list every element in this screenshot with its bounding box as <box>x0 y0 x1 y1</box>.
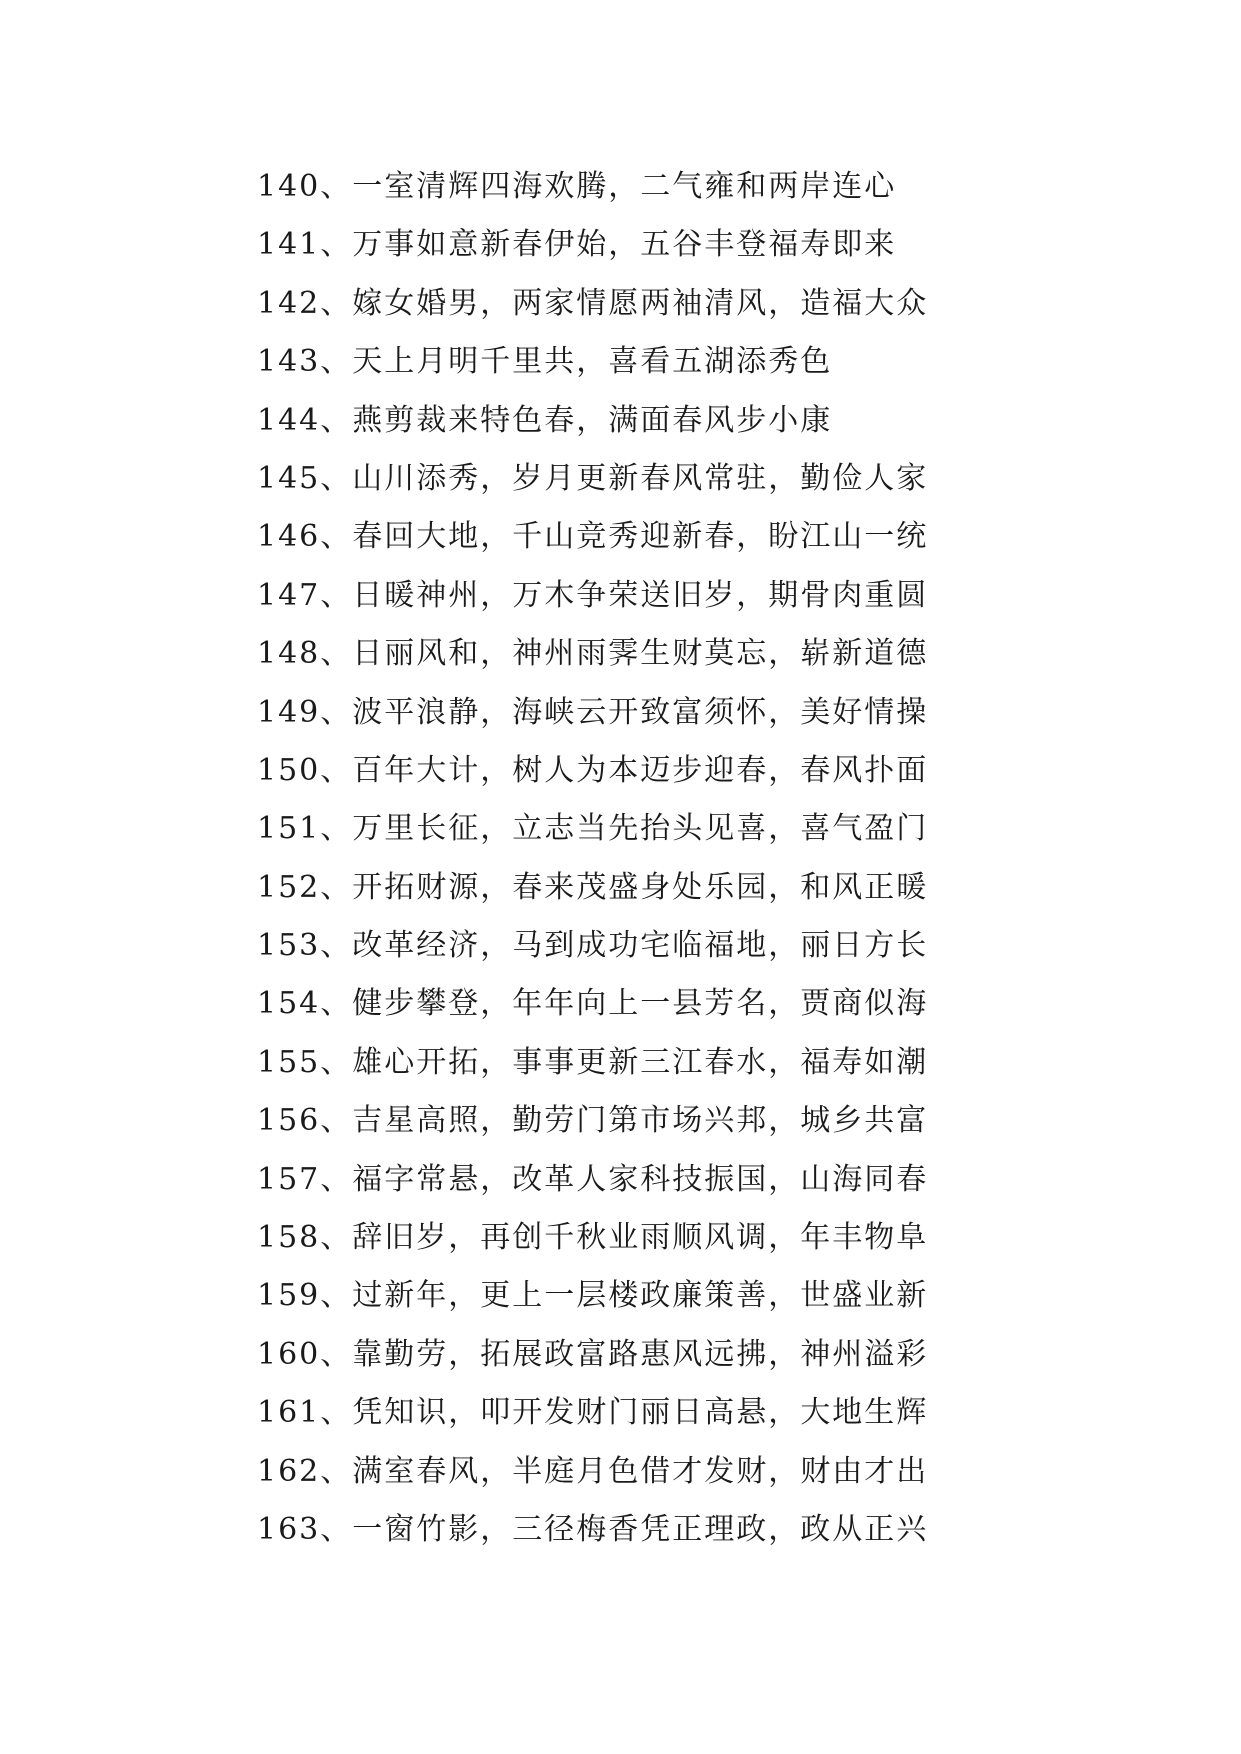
list-item <box>257 1209 928 1267</box>
item-number: 146 <box>257 519 321 555</box>
item-text: 、靠勤劳，拓展政富路惠风远拂，神州溢彩 <box>320 1336 929 1372</box>
item-number: 160 <box>257 1336 321 1372</box>
item-number: 147 <box>257 577 321 613</box>
list-item <box>257 1034 928 1092</box>
item-text: 、春回大地，千山竞秀迎新春，盼江山一统 <box>320 519 929 555</box>
item-text: 、波平浪静，海峡云开致富须怀，美好情操 <box>320 694 929 730</box>
item-number: 161 <box>257 1395 321 1431</box>
couplet-list <box>257 158 928 1559</box>
item-text: 、健步攀登，年年向上一县芳名，贾商似海 <box>320 986 929 1022</box>
item-text: 、凭知识，叩开发财门丽日高悬，大地生辉 <box>320 1395 929 1431</box>
item-text: 、万事如意新春伊始，五谷丰登福寿即来 <box>320 227 897 263</box>
item-number: 149 <box>257 694 321 730</box>
list-item <box>257 216 928 274</box>
item-text: 、燕剪裁来特色春，满面春风步小康 <box>320 402 833 438</box>
item-text: 、百年大计，树人为本迈步迎春，春风扑面 <box>320 752 929 788</box>
list-item <box>257 800 928 858</box>
item-number: 154 <box>257 986 321 1022</box>
list-item <box>257 625 928 683</box>
item-text: 、日丽风和，神州雨霁生财莫忘，崭新道德 <box>320 636 929 672</box>
item-text: 、改革经济，马到成功宅临福地，丽日方长 <box>320 928 929 964</box>
item-number: 143 <box>257 344 321 380</box>
item-number: 158 <box>257 1220 321 1256</box>
item-number: 157 <box>257 1161 321 1197</box>
item-number: 140 <box>257 169 321 204</box>
item-text: 、山川添秀，岁月更新春风常驻，勤俭人家 <box>320 460 929 496</box>
item-text: 、满室春风，半庭月色借才发财，财由才出 <box>320 1453 929 1489</box>
item-text: 、天上月明千里共，喜看五湖添秀色 <box>320 344 833 380</box>
list-item <box>257 333 928 391</box>
item-number: 162 <box>257 1453 321 1489</box>
list-item <box>257 567 928 625</box>
list-item <box>257 1092 928 1150</box>
item-number: 142 <box>257 285 321 321</box>
item-text: 、辞旧岁，再创千秋业雨顺风调，年丰物阜 <box>320 1220 929 1256</box>
list-item <box>257 742 928 800</box>
list-item <box>257 275 928 333</box>
list-item <box>257 917 928 975</box>
item-text: 、一室清辉四海欢腾，二气雍和两岸连心 <box>320 169 897 204</box>
item-number: 145 <box>257 460 321 496</box>
item-text: 、一窗竹影，三径梅香凭正理政，政从正兴 <box>320 1511 929 1547</box>
item-text: 、万里长征，立志当先抬头见喜，喜气盈门 <box>320 811 929 847</box>
list-item <box>257 1326 928 1384</box>
list-item <box>257 684 928 742</box>
item-text: 、开拓财源，春来茂盛身处乐园，和风正暖 <box>320 869 929 905</box>
item-text: 、吉星高照，勤劳门第市场兴邦，城乡共富 <box>320 1103 929 1139</box>
item-number: 151 <box>257 811 321 847</box>
item-text: 、过新年，更上一层楼政廉策善，世盛业新 <box>320 1278 929 1314</box>
item-text: 、日暖神州，万木争荣送旧岁，期骨肉重圆 <box>320 577 929 613</box>
list-item <box>257 508 928 566</box>
item-number: 156 <box>257 1103 321 1139</box>
item-text: 、嫁女婚男，两家情愿两袖清风，造福大众 <box>320 285 929 321</box>
item-number: 150 <box>257 752 321 788</box>
item-number: 141 <box>257 227 321 263</box>
item-text: 、雄心开拓，事事更新三江春水，福寿如潮 <box>320 1044 929 1080</box>
list-item <box>257 859 928 917</box>
item-number: 155 <box>257 1044 321 1080</box>
list-item <box>257 158 928 216</box>
item-number: 163 <box>257 1511 321 1547</box>
list-item <box>257 1443 928 1501</box>
list-item <box>257 1151 928 1209</box>
list-item <box>257 1267 928 1325</box>
item-number: 159 <box>257 1278 321 1314</box>
list-item <box>257 1384 928 1442</box>
item-number: 152 <box>257 869 321 905</box>
item-number: 153 <box>257 928 321 964</box>
item-number: 144 <box>257 402 321 438</box>
list-item <box>257 450 928 508</box>
item-number: 148 <box>257 636 321 672</box>
list-item <box>257 392 928 450</box>
list-item <box>257 1501 928 1559</box>
item-text: 、福字常悬，改革人家科技振国，山海同春 <box>320 1161 929 1197</box>
list-item <box>257 975 928 1033</box>
